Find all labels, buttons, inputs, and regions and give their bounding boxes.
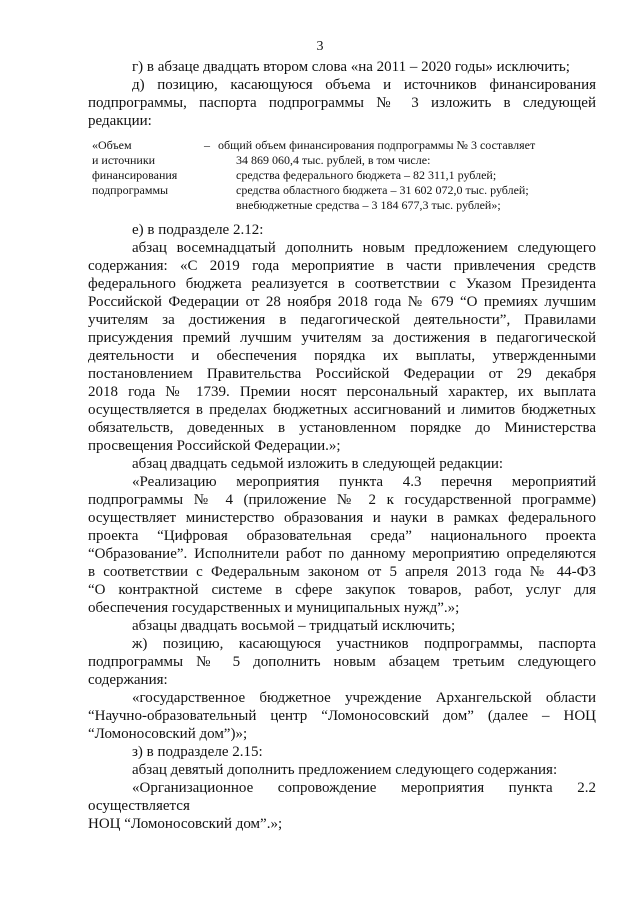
section-e: е) в подразделе 2.12: [132,222,264,238]
block2-line: осуществляет министерство образования и науки в рамках федерального [88,510,596,526]
passport-label-line: и источники [92,153,156,167]
block1-line: Российской Федерации от 28 ноября 2018 года № 679 “О премиях лучшим [88,294,596,310]
passport-value-line: 34 869 060,4 тыс. рублей, в том числе: [236,153,431,167]
block1-line: 2018 года № 1739. Премии носят персональный характер, их выплата [88,384,596,400]
item-d-line: подпрограммы, паспорта подпрограммы № 3 изложить в следующей [88,95,596,111]
block3-line: содержания: [88,672,168,688]
passport-label-line: финансирования [92,168,178,182]
block5-line: НОЦ “Ломоносовский дом”.»; [88,816,283,832]
passport-dash: – [204,138,210,152]
passport-value-line: средства федерального бюджета – 82 311,1 рублей; [236,168,497,182]
passport-value-line: общий объем финансирования подпрограммы № 3 составляет [218,138,536,152]
block1-line: деятельности и обеспечения порядка их выплаты, утвержденными [88,348,596,364]
item-g: г) в абзаце двадцать втором слова «на 2011 – 2020 годы» исключить; [132,59,570,75]
page-number: 3 [316,39,324,54]
passport-label-line: подпрограммы [92,183,169,197]
para-9: абзац девятый дополнить предложением следующего содержания: [132,762,558,778]
block5-line: «Организационное сопровождение мероприятия пункта 2.2 осуществляется [88,780,596,814]
block2-line: “О контрактной системе в сфере закупок товаров, работ, услуг для [88,582,596,598]
block1-line: осуществляется в пределах бюджетных ассигнований и лимитов бюджетных [88,402,596,418]
item-d-line: д) позицию, касающуюся объема и источников финансирования [132,77,596,93]
block1-line: присуждения премий лучшим учителям за достижения в педагогической [88,330,596,346]
block2-line: “Образование”. Исполнители работ по данному мероприятию определяются [88,546,596,562]
passport-value-line: внебюджетные средства – 3 184 677,3 тыс. рублей»; [236,198,501,212]
document-body [88,58,596,833]
passport-label-cell [92,138,196,213]
para-27: абзац двадцать седьмой изложить в следующей редакции: [132,456,504,472]
block1-line: обязательств, доведенных в установленном порядке до Министерства [88,420,596,436]
block2-line: подпрограммы № 4 (приложение № 2 к государственной программе) [88,492,596,508]
section-z: з) в подразделе 2.15: [132,744,263,760]
block1-line: постановлением Правительства Российской Федерации от 29 декабря [88,366,596,382]
block2-line: «Реализацию мероприятия пункта 4.3 перечня мероприятий [132,474,596,490]
block1-line: учителям за достижения в педагогической деятельности”, Правилами [88,312,596,328]
para-28-30: абзацы двадцать восьмой – тридцатый исключить; [132,618,456,634]
block2-line: проекта “Цифровая образовательная среда” национального проекта [88,528,596,544]
block1-line: федерального бюджета реализуется в соответствии с Указом Президента [88,276,596,292]
passport-label-line: «Объем [92,138,132,152]
block1-line: содержания: «С 2019 года мероприятие в части привлечения средств [88,258,596,274]
passport-table [92,138,578,213]
block3-line: ж) позицию, касающуюся участников подпрограммы, паспорта [132,636,596,652]
passport-value-cell [218,138,578,213]
block4-line: “Ломоносовский дом”)»; [88,726,248,742]
block4-line: “Научно-образовательный центр “Ломоносовский дом” (далее – НОЦ [88,708,596,724]
block3-line: подпрограммы № 5 дополнить новым абзацем третьим следующего [88,654,596,670]
block2-line: в соответствии с Федеральным законом от 5 апреля 2013 года № 44-ФЗ [88,564,596,580]
block2-line: обеспечения государственных и муниципальных нужд”.»; [88,600,460,616]
block4-line: «государственное бюджетное учреждение Архангельской области [132,690,596,706]
item-d-line: редакции: [88,113,152,129]
block1-line: абзац восемнадцатый дополнить новым предложением следующего [132,240,596,256]
passport-value-line: средства областного бюджета – 31 602 072,0 тыс. рублей; [236,183,529,197]
block1-line: просвещения Российской Федерации.»; [88,438,341,454]
